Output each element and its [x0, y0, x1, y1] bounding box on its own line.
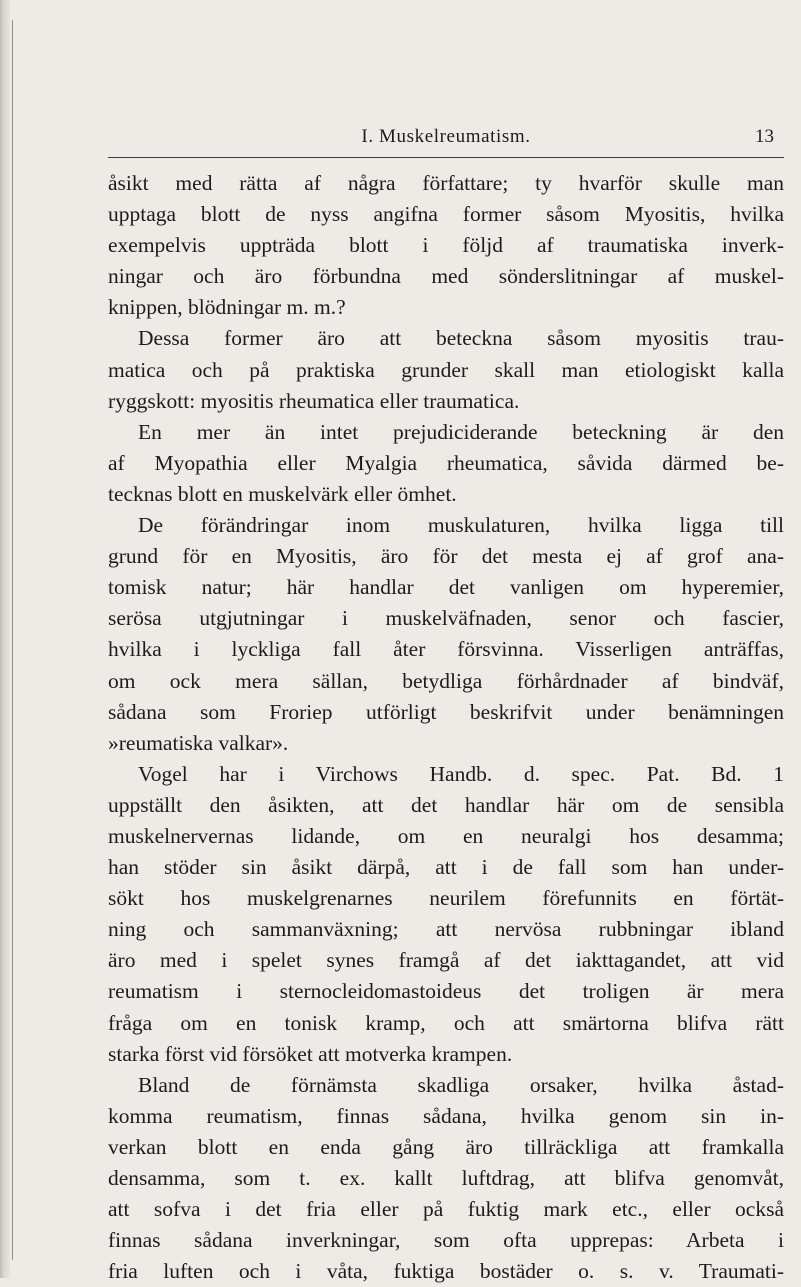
running-header — [108, 116, 784, 152]
text-line: densamma, som t. ex. kallt luftdrag, att blifva genomvåt, — [108, 1166, 784, 1190]
text-line: komma reumatism, finnas sådana, hvilka genom sin in- — [108, 1103, 784, 1128]
text-line: hvilka i lyckliga fall åter försvinna. Visserligen anträffas, — [108, 637, 784, 662]
text-line: verkan blott en enda gång äro tillräckliga att framkalla — [108, 1134, 784, 1159]
text-line: att sofva i det fria eller på fuktig mark etc., eller också — [108, 1197, 784, 1222]
body-text — [108, 168, 784, 1287]
running-title: I. Muskelreumatism. — [361, 126, 531, 147]
text-line: matica och på praktiska grunder skall man etiologiskt kalla — [108, 357, 784, 382]
text-line: ningar och äro förbundna med sönderslitningar af muskel- — [108, 264, 784, 289]
text-line: Bland de förnämsta skadliga orsaker, hvilka åstad- — [138, 1072, 784, 1097]
text-line: finnas sådana inverkningar, som ofta upprepas: Arbeta i — [108, 1228, 784, 1253]
text-line: uppställt den åsikten, att det handlar här om de sensibla — [108, 792, 784, 817]
text-line: fria luften och i våta, fuktiga bostäder o. s. v. Traumati- — [108, 1259, 784, 1284]
text-line: sådana som Froriep utförligt beskrifvit under benämningen — [108, 699, 784, 724]
text-line: Dessa former äro att beteckna såsom myositis trau- — [138, 326, 784, 351]
text-line: han stöder sin åsikt därpå, att i de fall som han under- — [108, 855, 784, 880]
page-edge-line — [12, 20, 13, 1260]
text-line: starka först vid försöket att motverka krampen. — [108, 1041, 513, 1066]
text-line: Vogel har i Virchows Handb. d. spec. Pat. Bd. 1 — [138, 761, 784, 786]
text-line: ning och sammanväxning; att nervösa rubbningar ibland — [108, 917, 784, 942]
text-line: äro med i spelet synes framgå af det iakttagandet, att vid — [108, 948, 784, 973]
text-line: knippen, blödningar m. m.? — [108, 295, 346, 320]
text-line: af Myopathia eller Myalgia rheumatica, såvida därmed be- — [108, 450, 784, 475]
text-line: grund för en Myositis, äro för det mesta ej af grof ana- — [108, 544, 784, 569]
text-line: om ock mera sällan, betydliga förhårdnader af bindväf, — [108, 668, 784, 693]
text-line: åsikt med rätta af några författare; ty hvarför skulle man — [108, 171, 784, 195]
text-line: upptaga blott de nyss angifna former såsom Myositis, hvilka — [108, 202, 784, 227]
text-line: De förändringar inom muskulaturen, hvilka ligga till — [138, 513, 784, 538]
text-line: fråga om en tonisk kramp, och att smärtorna blifva rätt — [108, 1010, 784, 1035]
page-edge — [0, 0, 10, 1278]
header-rule — [108, 157, 784, 158]
text-line: serösa utgjutningar i muskelväfnaden, senor och fascier, — [108, 606, 784, 631]
text-line: ryggskott: myositis rheumatica eller traumatica. — [108, 388, 520, 413]
text-line: reumatism i sternocleidomastoideus det troligen är mera — [108, 979, 784, 1004]
text-line: »reumatiska valkar». — [108, 730, 289, 755]
text-line: En mer än intet prejudiciderande beteckning är den — [138, 419, 784, 444]
text-line: tomisk natur; här handlar det vanligen om hyperemier, — [108, 575, 784, 600]
text-line: muskelnervernas lidande, om en neuralgi hos desamma; — [108, 823, 784, 848]
page-number: 13 — [755, 126, 774, 147]
text-line: tecknas blott en muskelvärk eller ömhet. — [108, 481, 457, 506]
text-line: exempelvis uppträda blott i följd af traumatiska inverk- — [108, 233, 784, 258]
text-line: sökt hos muskelgrenarnes neurilem förefunnits en förtät- — [108, 886, 784, 911]
